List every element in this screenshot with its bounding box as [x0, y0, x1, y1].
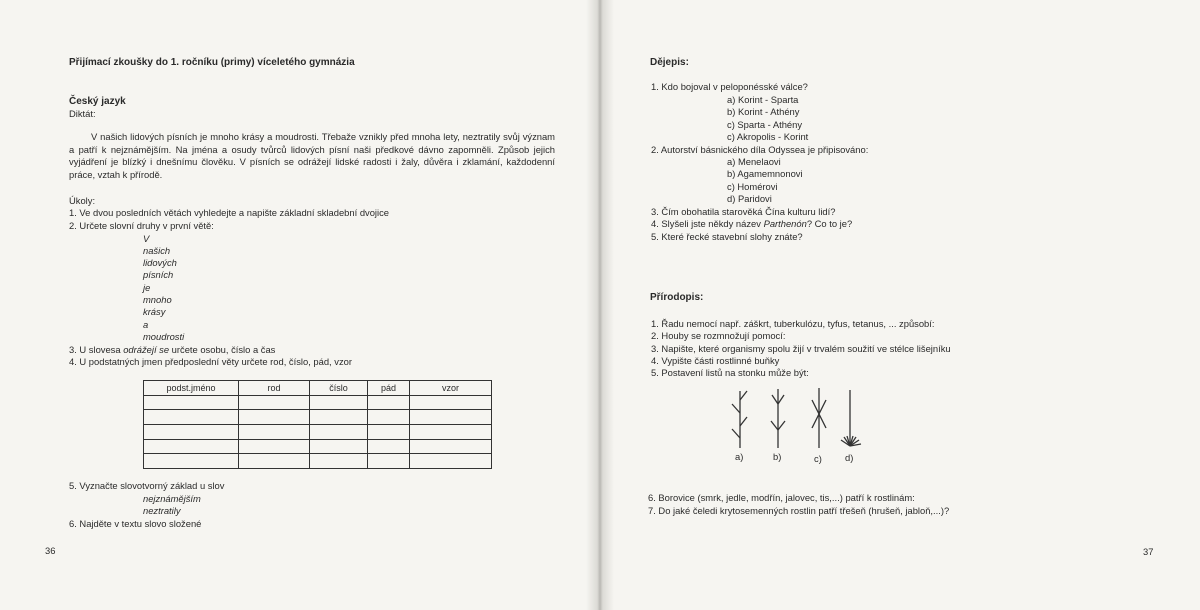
answer-option: b) Korint - Athény: [727, 106, 800, 117]
word-item: našich: [143, 245, 171, 256]
word-item: krásy: [143, 306, 166, 317]
task-3-text: 3. U slovesa: [69, 344, 124, 355]
col-header: podst.jméno: [144, 381, 239, 396]
col-header: číslo: [310, 381, 368, 396]
answer-option: c) Sparta - Athény: [727, 119, 803, 130]
section-heading-biology: Přírodopis:: [650, 292, 704, 303]
word-item: je: [143, 282, 151, 293]
table-row: [144, 439, 492, 454]
table-cell[interactable]: [410, 410, 492, 425]
leaf-label: b): [773, 451, 782, 462]
table-cell[interactable]: [144, 454, 239, 469]
noun-analysis-table: [143, 380, 492, 469]
answer-option: c) Homérovi: [727, 181, 778, 192]
table-cell[interactable]: [310, 424, 368, 439]
task-4: 4. U podstatných jmen předposlední věty určete rod, číslo, pád, vzor: [69, 356, 352, 367]
answer-option: c) Akropolis - Korint: [727, 131, 809, 142]
word-item: mnoho: [143, 294, 172, 305]
leaf-label: d): [845, 452, 854, 463]
task-3-text-end: určete osobu, číslo a čas: [169, 344, 276, 355]
leaf-decussate-icon: [812, 388, 826, 448]
biology-q2: 2. Houby se rozmnožují pomocí:: [651, 330, 786, 341]
table-cell[interactable]: [368, 439, 410, 454]
section-heading-czech: Český jazyk: [69, 96, 126, 107]
answer-option: a) Menelaovi: [727, 156, 781, 167]
table-cell[interactable]: [239, 454, 310, 469]
col-header: rod: [239, 381, 310, 396]
leaf-arrangement-diagram: [720, 386, 870, 456]
word-item: písních: [143, 269, 174, 280]
section-heading-history: Dějepis:: [650, 57, 689, 68]
biology-q3: 3. Napište, které organismy spolu žijí v trvalém soužití ve stélce lišejníku: [651, 343, 951, 354]
leaf-opposite-icon: [771, 389, 785, 448]
table-cell[interactable]: [368, 395, 410, 410]
answer-option: b) Agamemnonovi: [727, 168, 803, 179]
table-header-row: [144, 381, 492, 396]
task-3: [69, 344, 275, 356]
table-cell[interactable]: [239, 424, 310, 439]
history-q4: [651, 218, 852, 230]
table-cell[interactable]: [368, 410, 410, 425]
page-number-left: 36: [45, 545, 56, 556]
table-cell[interactable]: [144, 410, 239, 425]
table-cell[interactable]: [239, 410, 310, 425]
table-cell[interactable]: [144, 439, 239, 454]
table-cell[interactable]: [410, 439, 492, 454]
word-item: moudrosti: [143, 331, 185, 342]
history-q4-text-end: ? Co to je?: [806, 218, 853, 229]
task-6: 6. Najděte v textu slovo složené: [69, 518, 202, 529]
dictation-label: Diktát:: [69, 108, 96, 119]
table-cell[interactable]: [144, 424, 239, 439]
history-q4-text: 4. Slyšeli jste někdy název: [651, 218, 764, 229]
word-item: V: [143, 233, 150, 244]
task-1: 1. Ve dvou posledních větách vyhledejte a napište základní skladební dvojice: [69, 207, 390, 218]
answer-option: d) Paridovi: [727, 193, 772, 204]
task-2: 2. Určete slovní druhy v první větě:: [69, 220, 214, 231]
leaf-label: a): [735, 451, 744, 462]
biology-q6: 6. Borovice (smrk, jedle, modřín, jalovec, tis,...) patří k rostlinám:: [648, 492, 915, 503]
biology-q1: 1. Řadu nemocí např. záškrt, tuberkulózu, tyfus, tetanus, ... způsobí:: [651, 318, 935, 329]
table-row: [144, 424, 492, 439]
biology-q5: 5. Postavení listů na stonku může být:: [651, 367, 809, 378]
col-header: vzor: [410, 381, 492, 396]
answer-option: a) Korint - Sparta: [727, 94, 799, 105]
table-cell[interactable]: [239, 395, 310, 410]
table-cell[interactable]: [310, 454, 368, 469]
task-3-verb: odrážejí se: [123, 344, 170, 355]
history-q1: 1. Kdo bojoval v peloponésské válce?: [651, 81, 808, 92]
table-cell[interactable]: [368, 454, 410, 469]
table-row: [144, 454, 492, 469]
table-cell[interactable]: [310, 410, 368, 425]
tasks-label: Úkoly:: [69, 195, 96, 206]
table-row: [144, 410, 492, 425]
table-cell[interactable]: [310, 395, 368, 410]
biology-q7: 7. Do jaké čeledi krytosemenných rostlin patří třešeň (hrušeň, jabloň,...)?: [648, 505, 950, 516]
dictation-text: V našich lidových písních je mnoho krásy a moudrosti. Třebaže vznikly před mnoha lety, neztratily svůj význam a patří k nejznámějším. Na jména a osudy tvůrců lidových písní naši předkové dávno zapomněli. Způsob jejich vyjádření je blízký i dnešnímu člověku. V písních se odrážejí lidské radosti i žaly, důvěra i zklamání, každodenní práce, vztah k přírodě.: [69, 131, 555, 180]
biology-q4: 4. Vypište části rostlinné buňky: [651, 355, 780, 366]
leaf-label: c): [814, 453, 822, 464]
word-item: neztratily: [143, 505, 181, 516]
table-cell[interactable]: [410, 424, 492, 439]
leaf-alternate-icon: [732, 391, 747, 448]
leaf-whorled-icon: [841, 390, 861, 446]
history-q5: 5. Které řecké stavební slohy znáte?: [651, 231, 803, 242]
table-cell[interactable]: [239, 439, 310, 454]
history-q3: 3. Čím obohatila starověká Čína kulturu lidí?: [651, 206, 836, 217]
word-item: nejznámějším: [143, 493, 201, 504]
page-title: Přijímací zkoušky do 1. ročníku (primy) víceletého gymnázia: [69, 57, 355, 68]
table-cell[interactable]: [410, 454, 492, 469]
table-row: [144, 395, 492, 410]
book-gutter: [586, 0, 614, 610]
history-q2: 2. Autorství básnického díla Odyssea je připisováno:: [651, 144, 869, 155]
task-5: 5. Vyznačte slovotvorný základ u slov: [69, 480, 225, 491]
table-cell[interactable]: [368, 424, 410, 439]
history-q4-term: Parthenón: [763, 218, 807, 229]
word-item: lidových: [143, 257, 177, 268]
col-header: pád: [368, 381, 410, 396]
word-item: a: [143, 319, 149, 330]
table-cell[interactable]: [310, 439, 368, 454]
table-cell[interactable]: [144, 395, 239, 410]
table-cell[interactable]: [410, 395, 492, 410]
page-number-right: 37: [1143, 546, 1154, 557]
